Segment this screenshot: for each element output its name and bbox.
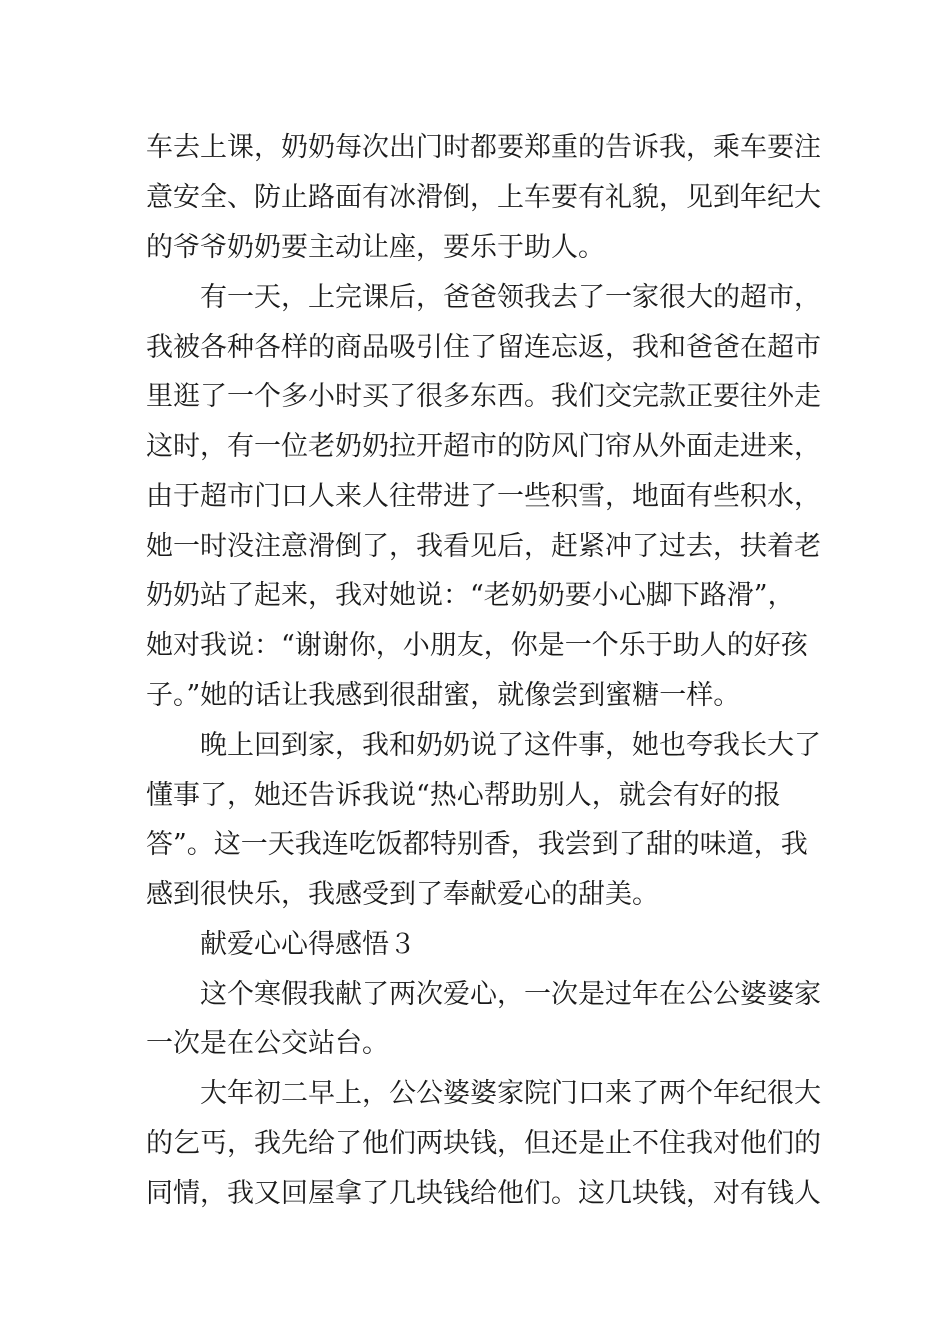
text-line: 这时，有一位老奶奶拉开超市的防风门帘从外面走进来， [146, 431, 821, 462]
text-line: 意安全、防止路面有冰滑倒，上车要有礼貌，见到年纪大 [146, 182, 821, 213]
text-line: 我被各种各样的商品吸引住了留连忘返，我和爸爸在超市 [146, 332, 821, 363]
text-line: 感到很快乐，我感受到了奉献爱心的甜美。 [146, 879, 659, 910]
text-line: 由于超市门口人来人往带进了一些积雪，地面有些积水， [146, 481, 821, 512]
text-line: 子。”她的话让我感到很甜蜜，就像尝到蜜糖一样。 [146, 680, 741, 711]
text-line: 奶奶站了起来，我对她说：“老奶奶要小心脚下路滑”， [146, 580, 795, 611]
text-line: 她一时没注意滑倒了，我看见后，赶紧冲了过去，扶着老 [146, 531, 821, 562]
text-line: 同情，我又回屋拿了几块钱给他们。这几块钱，对有钱人 [146, 1178, 821, 1209]
paragraph-first-line: 有一天，上完课后，爸爸领我去了一家很大的超市， [200, 282, 821, 313]
section-heading: 献爱心心得感悟３ [200, 929, 416, 960]
paragraph-first-line: 大年初二早上，公公婆婆家院门口来了两个年纪很大 [200, 1078, 821, 1109]
text-line: 的爷爷奶奶要主动让座，要乐于助人。 [146, 232, 605, 263]
text-line: 车去上课，奶奶每次出门时都要郑重的告诉我，乘车要注 [146, 132, 821, 163]
text-line: 一次是在公交站台。 [146, 1028, 389, 1059]
text-line: 里逛了一个多小时买了很多东西。我们交完款正要往外走 [146, 381, 821, 412]
text-line: 答”。这一天我连吃饭都特别香，我尝到了甜的味道，我 [146, 829, 808, 860]
text-line: 她对我说：“谢谢你，小朋友，你是一个乐于助人的好孩 [146, 630, 808, 661]
paragraph-first-line: 这个寒假我献了两次爱心，一次是过年在公公婆婆家 [200, 979, 821, 1010]
text-line: 的乞丐，我先给了他们两块钱，但还是止不住我对他们的 [146, 1128, 821, 1159]
text-line: 懂事了，她还告诉我说“热心帮助别人，就会有好的报 [146, 780, 781, 811]
paragraph-first-line: 晚上回到家，我和奶奶说了这件事，她也夸我长大了 [200, 730, 821, 761]
